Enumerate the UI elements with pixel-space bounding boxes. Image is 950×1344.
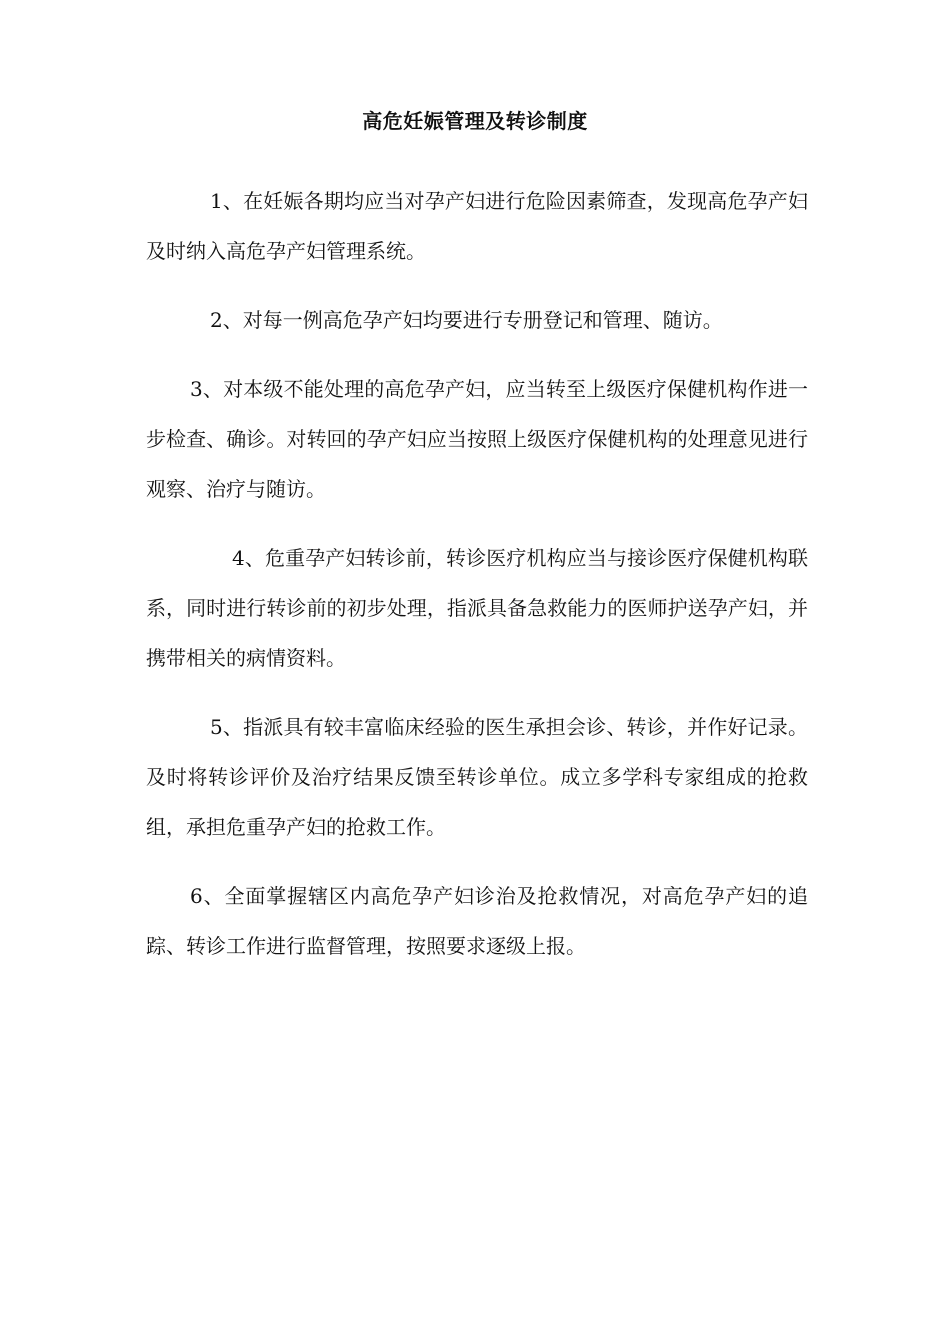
paragraph-6: 6、全面掌握辖区内高危孕产妇诊治及抢救情况，对高危孕产妇的追踪、转诊工作进行监督管理，按照要求逐级上报。 [146,884,808,958]
paragraph-3: 3、对本级不能处理的高危孕产妇，应当转至上级医疗保健机构作进一步检查、确诊。对转回的孕产妇应当按照上级医疗保健机构的处理意见进行观察、治疗与随访。 [146,377,808,501]
document-body [146,176,808,990]
paragraph-1: 1、在妊娠各期均应当对孕产妇进行危险因素筛查，发现高危孕产妇及时纳入高危孕产妇管理系统。 [146,189,808,263]
paragraph-4: 4、危重孕产妇转诊前，转诊医疗机构应当与接诊医疗保健机构联系，同时进行转诊前的初步处理，指派具备急救能力的医师护送孕产妇，并携带相关的病情资料。 [146,546,808,670]
paragraph-2: 2、对每一例高危孕产妇均要进行专册登记和管理、随访。 [210,308,723,332]
paragraph-5: 5、指派具有较丰富临床经验的医生承担会诊、转诊，并作好记录。及时将转诊评价及治疗结果反馈至转诊单位。成立多学科专家组成的抢救组，承担危重孕产妇的抢救工作。 [146,715,808,839]
document-title: 高危妊娠管理及转诊制度 [362,109,588,133]
